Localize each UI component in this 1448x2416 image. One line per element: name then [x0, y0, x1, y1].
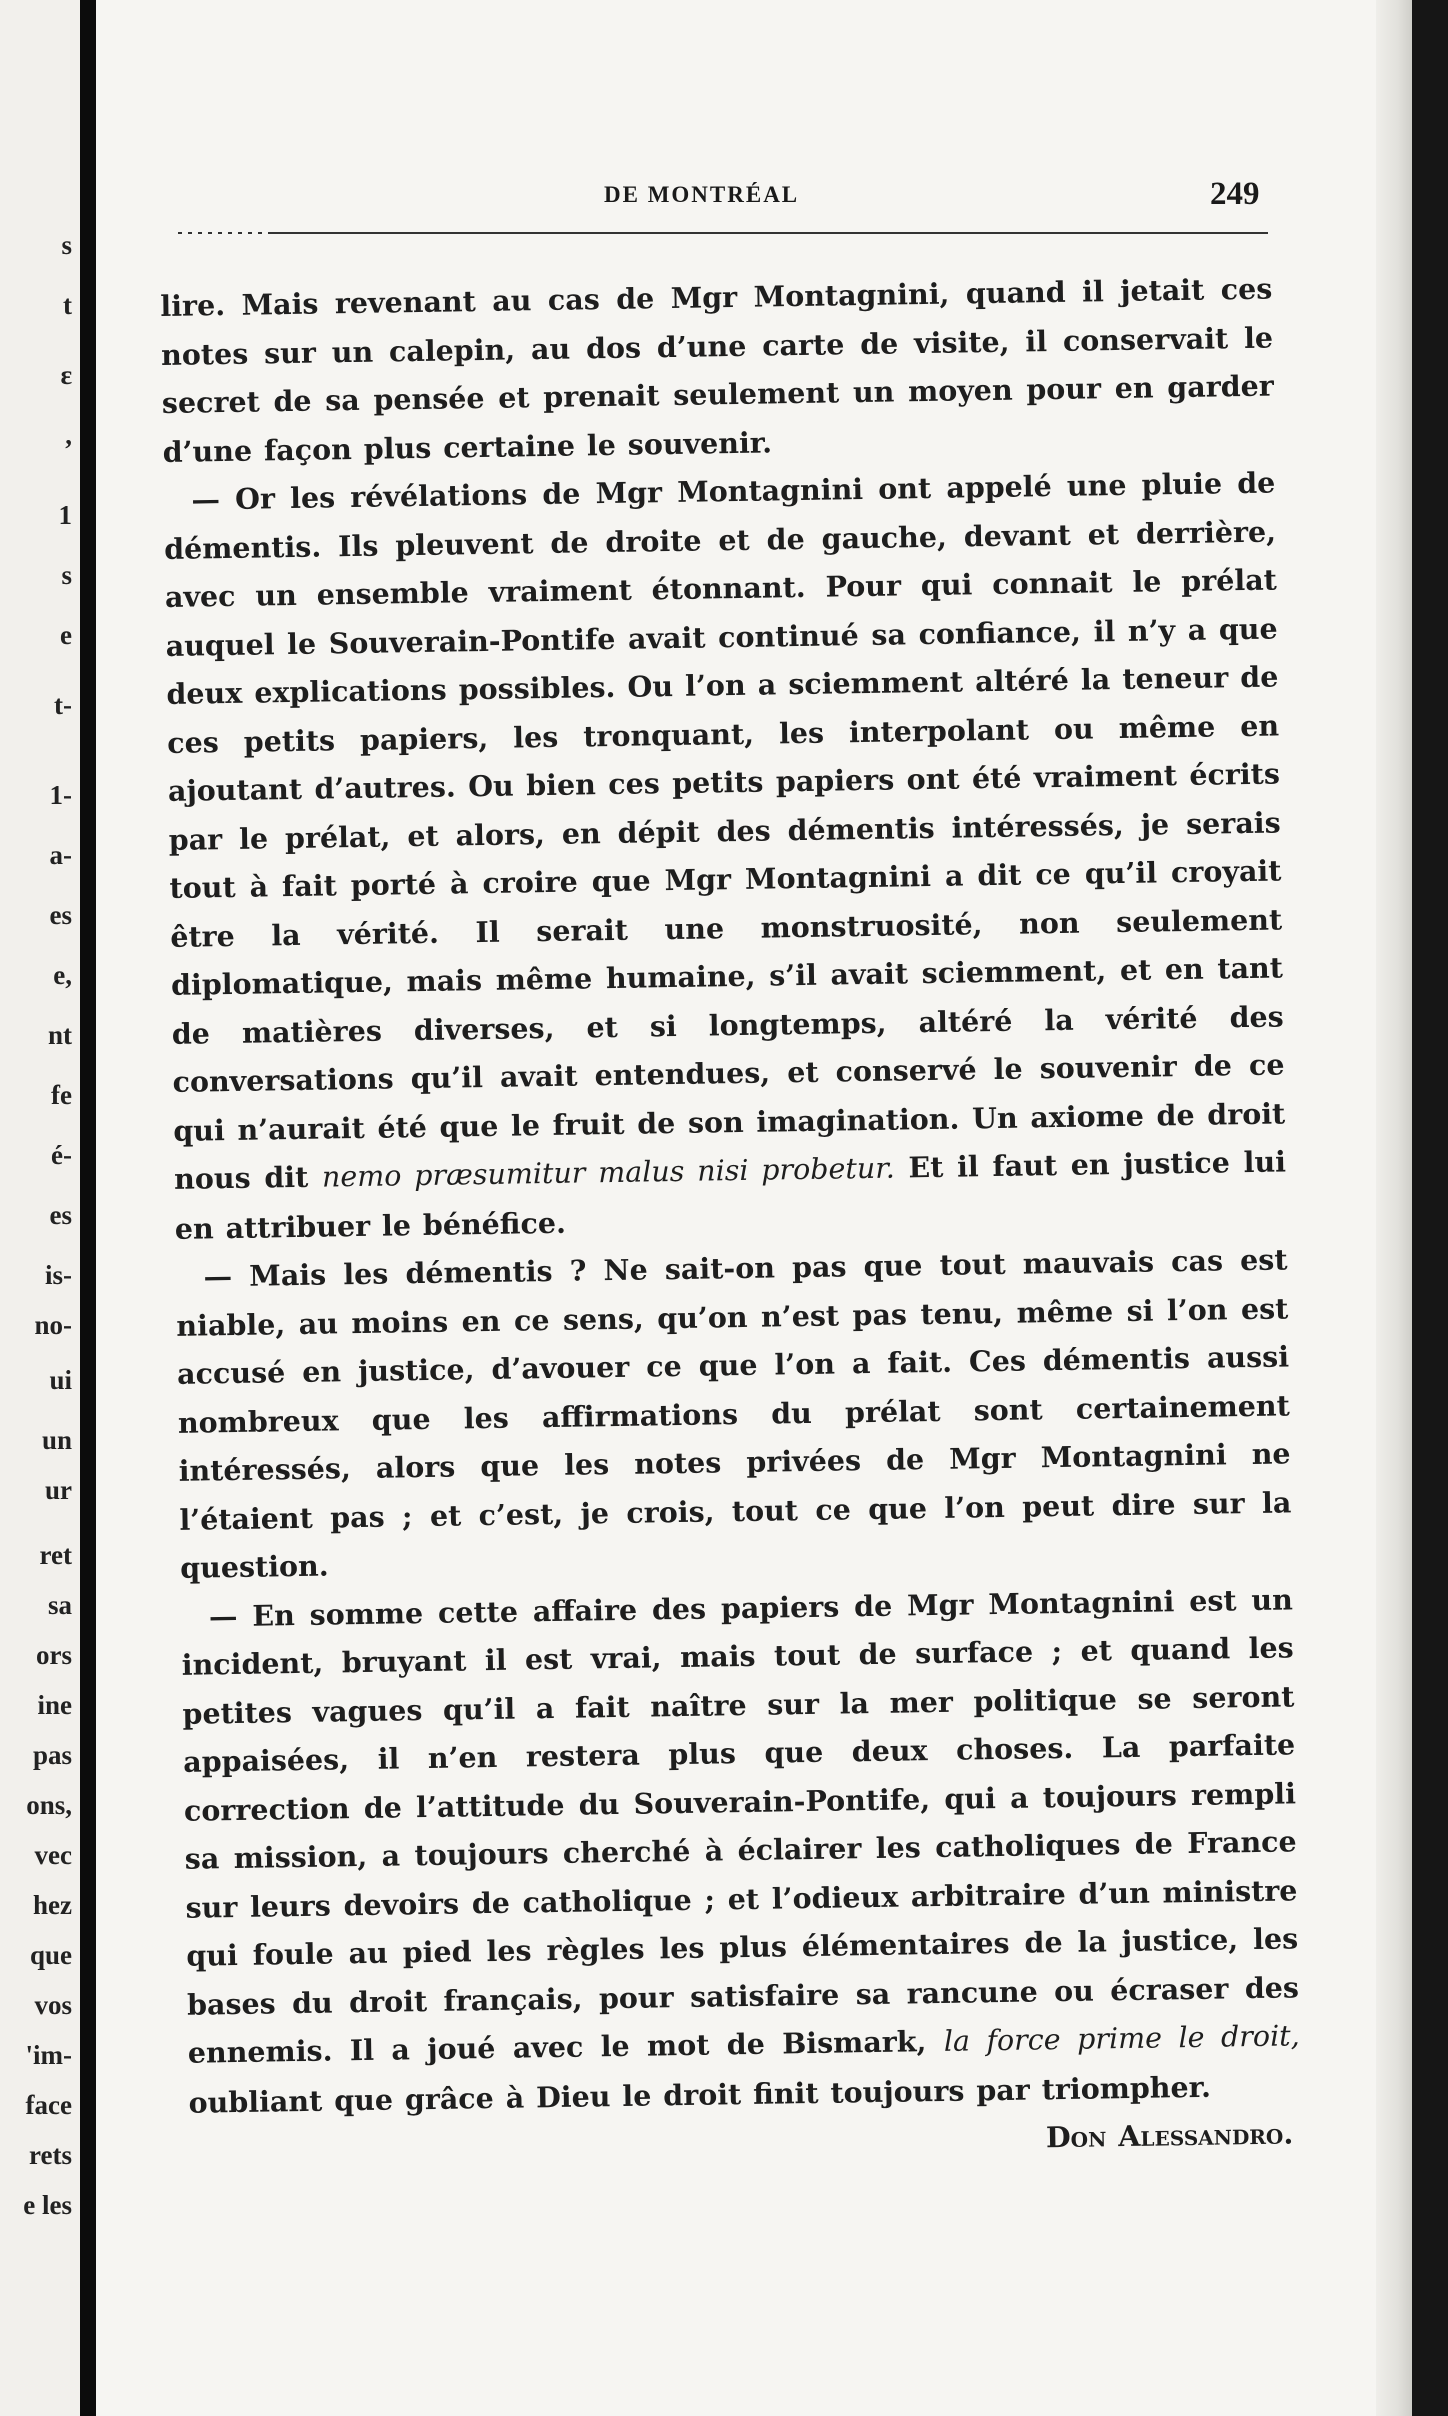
article-body: [160, 265, 1302, 2176]
header-rule-dashed-start: [172, 232, 268, 234]
left-page-fragment: [0, 0, 80, 2416]
left-page-fragment-text: ,: [65, 420, 72, 450]
left-page-fragment-text: face: [25, 2090, 72, 2120]
paragraph-1: lire. Mais revenant au cas de Mgr Montagnini, quand il jetait ces notes sur un calepin, au dos d’une carte de visite, il conservait le secret de sa pensée et prenait seulement un moyen pour en garder d’une façon plus certaine le souvenir.: [160, 271, 1275, 469]
left-page-fragment-text: que: [29, 1940, 72, 1970]
latin-maxim: nemo præsumitur malus nisi probetur.: [321, 1151, 896, 1194]
page-edge-shadow: [1376, 0, 1412, 2416]
left-page-fragment-text: sa: [47, 1590, 72, 1620]
left-page-fragment-text: t: [63, 290, 72, 320]
left-page-fragment-text: fe: [51, 1080, 72, 1110]
left-page-fragment-text: ɛ: [60, 360, 72, 390]
bismarck-quote: la force prime le droit,: [943, 2019, 1300, 2058]
left-page-fragment-text: 1: [58, 500, 72, 530]
left-page-fragment-text: vos: [34, 1990, 72, 2020]
left-page-fragment-text: t-: [54, 690, 72, 720]
left-page-fragment-text: pas: [32, 1740, 72, 1770]
left-page-fragment-text: es: [49, 1200, 72, 1230]
left-page-fragment-text: ret: [39, 1540, 72, 1570]
left-page-fragment-text: 1-: [49, 780, 72, 810]
left-page-fragment-text: 'im-: [25, 2040, 72, 2070]
left-page-fragment-text: ui: [49, 1365, 72, 1395]
paragraph-2-text: — Or les révélations de Mgr Montagnini ont appelé une pluie de démentis. Ils pleuvent de droite et de gauche, devant et derrière, avec un ensemble vraiment étonnant. Pour qui connait le prélat auquel le Souverain-Pontife avait continué sa confiance, il n’y a que deux explications possibles. Ou l’on a sciemment altéré la teneur de ces petits papiers, les tronquant, les interpolant ou même en ajoutant d’autres. Ou bien ces petits papiers ont été vraiment écrits par le prélat, et alors, en dépit des démentis intéressés, je serais tout à fait porté à croire que Mgr Montagnini a dit ce qu’il croyait être la vérité. Il serait une monstruosité, non seulement diplomatique, mais même humaine, s’il avait sciemment, et en tant de matières diverses, et si longtemps, altéré la vérité des conversations qu’il avait entendues, et conservé le souvenir de ce qui n’aurait été que le fruit de son imagination. Un axiome de droit nous dit: [163, 465, 1286, 1196]
left-page-fragment-text: s: [61, 560, 72, 590]
left-page-fragment-text: is-: [45, 1260, 72, 1290]
running-head: [96, 178, 1412, 218]
running-head-title: DE MONTRÉAL: [604, 182, 800, 207]
left-page-fragment-text: vec: [34, 1840, 72, 1870]
left-page-fragment-text: ur: [45, 1475, 72, 1505]
left-page-fragment-text: nt: [47, 1020, 72, 1050]
left-page-fragment-text: e: [60, 620, 72, 650]
paragraph-3: — Mais les démentis ? Ne sait-on pas que tout mauvais cas est niable, au moins en ce sens, qu’on n’est pas tenu, même si l’on est accusé en justice, d’avouer ce que l’on a fait. Ces démentis aussi nombreux que les affirmations du prélat sont certainement intéressés, alors que les notes privées de Mgr Montagnini ne l’étaient pas ; et c’est, je crois, tout ce que l’on peut dire sur la question.: [176, 1242, 1292, 1585]
left-page-fragment-text: e les: [23, 2190, 72, 2220]
left-page-fragment-text: un: [41, 1425, 72, 1455]
author-signature: Don Alessandro.: [1045, 2116, 1294, 2155]
left-page-fragment-text: ons,: [26, 1790, 72, 1820]
book-page: [96, 0, 1412, 2416]
left-page-fragment-text: es: [49, 900, 72, 930]
paragraph-2: [163, 459, 1287, 1253]
left-page-fragment-text: hez: [33, 1890, 72, 1920]
left-page-fragment-text: s: [61, 230, 72, 260]
left-page-fragment-text: a-: [49, 840, 72, 870]
left-page-fragment-text: ine: [37, 1690, 72, 1720]
left-page-fragment-text: e,: [53, 960, 72, 990]
paragraph-2-end: Et il faut en justice lui en attribuer le bénéfice.: [174, 1144, 1287, 1246]
left-page-fragment-text: no-: [34, 1310, 72, 1340]
book-gutter: [80, 0, 96, 2416]
left-page-fragment-text: rets: [29, 2140, 72, 2170]
paragraph-4-end: oubliant que grâce à Dieu le droit finit toujours par triompher.: [188, 2069, 1212, 2120]
left-page-fragment-text: é-: [51, 1140, 72, 1170]
page-number: 249: [1210, 176, 1260, 212]
header-rule: [172, 232, 1268, 234]
left-page-fragment-text: ors: [36, 1640, 72, 1670]
paragraph-4-text: — En somme cette affaire des papiers de Mgr Montagnini est un incident, bruyant il est vrai, mais tout de surface ; et quand les petites vagues qu’il a fait naître sur la mer politique se seront appaisées, il n’en restera plus que deux choses. La parfaite correction de l’attitude du Souverain-Pontife, qui a toujours rempli sa mission, a toujours cherché à éclairer les catholiques de France sur leurs devoirs de catholique ; et l’odieux arbitraire d’un ministre qui foule au pied les règles les plus élémentaires de la justice, les bases du droit français, pour satisfaire sa rancune ou écraser des ennemis. Il a joué avec le mot de Bismark,: [181, 1581, 1300, 2070]
paragraph-4: [181, 1575, 1301, 2127]
